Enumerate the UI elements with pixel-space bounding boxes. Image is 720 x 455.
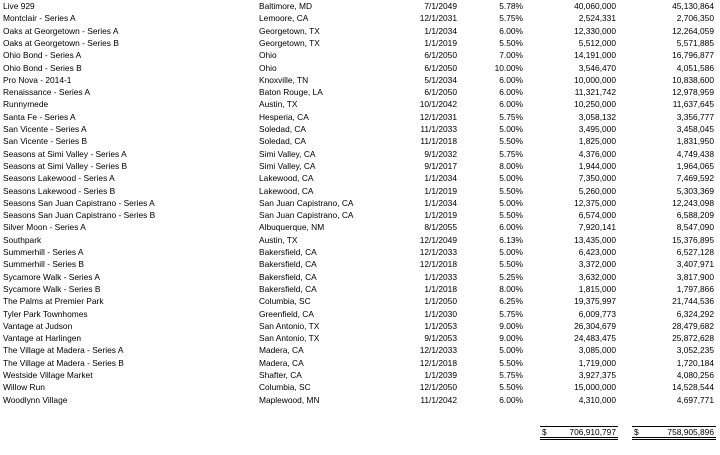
- row-name-cell: Silver Moon - Series A: [3, 222, 86, 233]
- row-current-value-cell: 15,376,895: [672, 234, 714, 245]
- row-name-cell: Santa Fe - Series A: [3, 111, 76, 122]
- table-row: [0, 197, 720, 209]
- row-name-cell: Seasons Lakewood - Series A: [3, 173, 115, 184]
- row-maturity-cell: 1/1/2034: [424, 25, 457, 36]
- row-name-cell: The Village at Madera - Series A: [3, 345, 124, 356]
- row-location-cell: Bakersfield, CA: [259, 283, 317, 294]
- row-rate-cell: 6.25%: [499, 296, 523, 307]
- row-current-value-cell: 6,324,292: [676, 308, 714, 319]
- row-current-value-cell: 25,872,628: [672, 333, 714, 344]
- row-maturity-cell: 5/1/2034: [424, 74, 457, 85]
- row-name-cell: Seasons San Juan Capistrano - Series A: [3, 197, 155, 208]
- row-location-cell: San Antonio, TX: [259, 320, 320, 331]
- row-original-amount-cell: 1,719,000: [578, 357, 616, 368]
- row-original-amount-cell: 3,546,470: [578, 62, 616, 73]
- row-current-value-cell: 3,052,235: [676, 345, 714, 356]
- row-original-amount-cell: 3,632,000: [578, 271, 616, 282]
- row-current-value-cell: 8,547,090: [676, 222, 714, 233]
- row-location-cell: San Juan Capistrano, CA: [259, 197, 354, 208]
- row-name-cell: Live 929: [3, 1, 35, 11]
- row-original-amount-cell: 6,009,773: [578, 308, 616, 319]
- row-original-amount-cell: 7,350,000: [578, 173, 616, 184]
- row-location-cell: Bakersfield, CA: [259, 271, 317, 282]
- row-current-value-cell: 3,817,900: [676, 271, 714, 282]
- row-current-value-cell: 12,264,059: [672, 25, 714, 36]
- row-maturity-cell: 1/1/2039: [424, 370, 457, 380]
- row-rate-cell: 8.00%: [499, 283, 523, 294]
- row-original-amount-cell: 12,330,000: [574, 25, 616, 36]
- table-row: [0, 148, 720, 160]
- table-row: [0, 258, 720, 270]
- row-original-amount-cell: 3,372,000: [578, 259, 616, 270]
- row-rate-cell: 5.00%: [499, 247, 523, 257]
- row-original-amount-cell: 4,376,000: [578, 148, 616, 159]
- table-row: [0, 246, 720, 258]
- row-current-value-cell: 14,528,544: [672, 382, 714, 393]
- table-row: [0, 394, 720, 406]
- row-location-cell: Knoxville, TN: [259, 74, 309, 85]
- row-maturity-cell: 9/1/2032: [424, 148, 457, 159]
- row-location-cell: San Antonio, TX: [259, 333, 320, 344]
- row-original-amount-cell: 24,483,475: [574, 333, 616, 344]
- row-name-cell: Woodlynn Village: [3, 394, 68, 405]
- table-row: [0, 74, 720, 86]
- row-location-cell: Austin, TX: [259, 234, 298, 245]
- row-rate-cell: 9.00%: [499, 333, 523, 344]
- row-current-value-cell: 4,051,586: [676, 62, 714, 73]
- row-rate-cell: 6.00%: [499, 25, 523, 36]
- row-original-amount-cell: 15,000,000: [574, 382, 616, 393]
- row-rate-cell: 5.00%: [499, 345, 523, 356]
- row-name-cell: Seasons Lakewood - Series B: [3, 185, 116, 196]
- row-location-cell: Lakewood, CA: [259, 185, 314, 196]
- row-maturity-cell: 12/1/2018: [419, 357, 457, 368]
- row-rate-cell: 6.00%: [499, 222, 523, 233]
- row-name-cell: Seasons at Simi Valley - Series B: [3, 160, 128, 171]
- row-maturity-cell: 1/1/2019: [424, 185, 457, 196]
- row-rate-cell: 5.50%: [499, 37, 523, 48]
- row-original-amount-cell: 5,512,000: [578, 37, 616, 48]
- row-rate-cell: 6.00%: [499, 99, 523, 110]
- row-rate-cell: 5.50%: [499, 357, 523, 368]
- row-rate-cell: 5.75%: [499, 308, 523, 319]
- row-maturity-cell: 11/1/2042: [420, 394, 457, 405]
- row-maturity-cell: 1/1/2053: [424, 320, 457, 331]
- table-row: [0, 344, 720, 356]
- table-row: [0, 320, 720, 332]
- row-original-amount-cell: 12,375,000: [574, 197, 616, 208]
- row-maturity-cell: 12/1/2018: [419, 259, 457, 270]
- row-maturity-cell: 12/1/2050: [419, 382, 457, 393]
- row-location-cell: San Juan Capistrano, CA: [259, 210, 354, 221]
- row-maturity-cell: 11/1/2033: [420, 124, 457, 134]
- table-row: [0, 160, 720, 172]
- row-rate-cell: 6.00%: [499, 74, 523, 85]
- row-rate-cell: 5.50%: [499, 136, 523, 147]
- row-current-value-cell: 4,080,256: [676, 370, 714, 380]
- row-name-cell: Seasons San Juan Capistrano - Series B: [3, 210, 156, 221]
- row-rate-cell: 6.13%: [499, 234, 523, 245]
- row-original-amount-cell: 40,060,000: [574, 1, 616, 11]
- row-name-cell: San Vicente - Series A: [3, 124, 87, 134]
- row-original-amount-cell: 3,927,375: [578, 370, 616, 380]
- row-original-amount-cell: 2,524,331: [578, 13, 616, 24]
- row-location-cell: Lemoore, CA: [259, 13, 309, 24]
- row-name-cell: Renaissance - Series A: [3, 87, 91, 98]
- row-maturity-cell: 1/1/2019: [424, 37, 457, 48]
- row-rate-cell: 5.50%: [499, 259, 523, 270]
- table-row: [0, 381, 720, 393]
- row-current-value-cell: 4,749,438: [676, 148, 714, 159]
- table-row: [0, 234, 720, 246]
- total-current-cell: [632, 426, 716, 440]
- row-location-cell: Austin, TX: [259, 99, 298, 110]
- table-row: [0, 369, 720, 381]
- total-original-currency: $: [542, 427, 547, 437]
- row-rate-cell: 5.00%: [499, 173, 523, 184]
- row-current-value-cell: 28,479,682: [672, 320, 714, 331]
- table-row: [0, 37, 720, 49]
- table-row: [0, 308, 720, 320]
- row-current-value-cell: 10,838,600: [672, 74, 714, 85]
- row-original-amount-cell: 11,321,742: [574, 87, 616, 98]
- row-rate-cell: 7.00%: [499, 50, 523, 61]
- row-name-cell: Southpark: [3, 234, 42, 245]
- row-maturity-cell: 7/1/2049: [424, 1, 457, 11]
- row-current-value-cell: 6,588,209: [676, 210, 714, 221]
- row-original-amount-cell: 3,058,132: [578, 111, 616, 122]
- row-original-amount-cell: 6,574,000: [578, 210, 616, 221]
- row-rate-cell: 5.50%: [499, 382, 523, 393]
- row-current-value-cell: 16,796,877: [672, 50, 714, 61]
- row-name-cell: The Palms at Premier Park: [3, 296, 104, 307]
- table-row: [0, 86, 720, 98]
- row-name-cell: Seasons at Simi Valley - Series A: [3, 148, 127, 159]
- row-maturity-cell: 9/1/2053: [424, 333, 457, 344]
- row-name-cell: Sycamore Walk - Series A: [3, 271, 100, 282]
- row-rate-cell: 9.00%: [499, 320, 523, 331]
- row-rate-cell: 5.75%: [499, 111, 523, 122]
- total-current-currency: $: [634, 427, 639, 437]
- row-location-cell: Soledad, CA: [259, 124, 307, 134]
- row-name-cell: San Vicente - Series B: [3, 136, 88, 147]
- row-rate-cell: 5.75%: [499, 13, 523, 24]
- row-maturity-cell: 8/1/2055: [424, 222, 457, 233]
- row-maturity-cell: 1/1/2034: [424, 173, 457, 184]
- table-row: [0, 271, 720, 283]
- row-location-cell: Bakersfield, CA: [259, 247, 317, 257]
- row-location-cell: Ohio: [259, 50, 277, 61]
- row-maturity-cell: 6/1/2050: [424, 87, 457, 98]
- row-maturity-cell: 1/1/2030: [424, 308, 457, 319]
- row-maturity-cell: 9/1/2017: [424, 160, 457, 171]
- row-name-cell: Ohio Bond - Series B: [3, 62, 82, 73]
- row-location-cell: Georgetown, TX: [259, 25, 320, 36]
- row-current-value-cell: 3,458,045: [676, 124, 714, 134]
- table-row: [0, 135, 720, 147]
- row-name-cell: Runnymede: [3, 99, 49, 110]
- row-name-cell: Oaks at Georgetown - Series A: [3, 25, 119, 36]
- total-original-cell: [540, 426, 618, 440]
- row-original-amount-cell: 1,825,000: [578, 136, 616, 147]
- table-row: [0, 185, 720, 197]
- row-rate-cell: 6.00%: [499, 87, 523, 98]
- row-current-value-cell: 3,356,777: [676, 111, 714, 122]
- row-location-cell: Lakewood, CA: [259, 173, 314, 184]
- row-maturity-cell: 12/1/2049: [419, 234, 457, 245]
- row-original-amount-cell: 10,250,000: [574, 99, 616, 110]
- row-maturity-cell: 1/1/2033: [424, 271, 457, 282]
- row-original-amount-cell: 1,815,000: [578, 283, 616, 294]
- row-location-cell: Simi Valley, CA: [259, 148, 316, 159]
- row-rate-cell: 6.00%: [499, 394, 523, 405]
- row-location-cell: Albuquerque, NM: [259, 222, 325, 233]
- row-maturity-cell: 12/1/2033: [419, 345, 457, 356]
- row-original-amount-cell: 3,085,000: [578, 345, 616, 356]
- row-location-cell: Columbia, SC: [259, 382, 311, 393]
- row-name-cell: Westside Village Market: [3, 370, 93, 380]
- row-name-cell: Tyler Park Townhomes: [3, 308, 88, 319]
- table-row: [0, 62, 720, 74]
- row-current-value-cell: 45,130,864: [672, 1, 714, 11]
- table-row: [0, 357, 720, 369]
- total-original-value: 706,910,797: [569, 427, 616, 437]
- row-current-value-cell: 12,243,098: [672, 197, 714, 208]
- row-maturity-cell: 11/1/2018: [420, 136, 457, 147]
- row-current-value-cell: 21,744,536: [672, 296, 714, 307]
- row-location-cell: Hesperia, CA: [259, 111, 309, 122]
- row-original-amount-cell: 14,191,000: [574, 50, 616, 61]
- row-maturity-cell: 12/1/2033: [419, 247, 457, 257]
- table-row: [0, 332, 720, 344]
- row-maturity-cell: 1/1/2034: [424, 197, 457, 208]
- row-rate-cell: 5.25%: [499, 271, 523, 282]
- row-name-cell: Sycamore Walk - Series B: [3, 283, 101, 294]
- row-name-cell: Willow Run: [3, 382, 45, 393]
- row-name-cell: Vantage at Judson: [3, 320, 73, 331]
- row-current-value-cell: 2,706,350: [676, 13, 714, 24]
- table-row: [0, 98, 720, 110]
- table-row: [0, 12, 720, 24]
- row-current-value-cell: 5,571,885: [676, 37, 714, 48]
- table-row: [0, 172, 720, 184]
- totals-row: [0, 426, 720, 438]
- row-maturity-cell: 12/1/2031: [419, 13, 457, 24]
- table-row: [0, 49, 720, 61]
- row-maturity-cell: 10/1/2042: [419, 99, 457, 110]
- row-rate-cell: 5.50%: [499, 210, 523, 221]
- row-location-cell: Bakersfield, CA: [259, 259, 317, 270]
- row-location-cell: Ohio: [259, 62, 277, 73]
- row-rate-cell: 8.00%: [499, 160, 523, 171]
- table-row: [0, 283, 720, 295]
- row-current-value-cell: 11,637,645: [672, 99, 714, 110]
- row-original-amount-cell: 7,920,141: [578, 222, 616, 233]
- row-location-cell: Madera, CA: [259, 357, 304, 368]
- row-maturity-cell: 1/1/2018: [424, 283, 457, 294]
- row-rate-cell: 5.00%: [499, 197, 523, 208]
- table-row: [0, 209, 720, 221]
- row-original-amount-cell: 19,375,997: [574, 296, 616, 307]
- row-current-value-cell: 1,797,866: [676, 283, 714, 294]
- row-location-cell: Baltimore, MD: [259, 1, 313, 11]
- total-current-value: 758,905,896: [667, 427, 714, 437]
- table-row: [0, 295, 720, 307]
- row-rate-cell: 5.75%: [499, 370, 523, 380]
- row-name-cell: Vantage at Harlingen: [3, 333, 82, 344]
- row-rate-cell: 10.00%: [494, 62, 523, 73]
- row-rate-cell: 5.00%: [499, 124, 523, 134]
- row-rate-cell: 5.50%: [499, 185, 523, 196]
- row-rate-cell: 5.78%: [499, 1, 523, 11]
- table-row: [0, 221, 720, 233]
- row-original-amount-cell: 26,304,679: [574, 320, 616, 331]
- row-maturity-cell: 6/1/2050: [424, 50, 457, 61]
- row-original-amount-cell: 5,260,000: [578, 185, 616, 196]
- row-location-cell: Shafter, CA: [259, 370, 302, 380]
- row-maturity-cell: 1/1/2050: [424, 296, 457, 307]
- row-original-amount-cell: 4,310,000: [578, 394, 616, 405]
- row-location-cell: Greenfield, CA: [259, 308, 314, 319]
- table-row: [0, 0, 720, 12]
- row-current-value-cell: 6,527,128: [676, 247, 714, 257]
- row-name-cell: Pro Nova - 2014-1: [3, 74, 72, 85]
- row-original-amount-cell: 13,435,000: [574, 234, 616, 245]
- row-location-cell: Soledad, CA: [259, 136, 307, 147]
- row-location-cell: Columbia, SC: [259, 296, 311, 307]
- row-original-amount-cell: 10,000,000: [574, 74, 616, 85]
- row-current-value-cell: 7,469,592: [676, 173, 714, 184]
- row-current-value-cell: 12,978,959: [672, 87, 714, 98]
- row-current-value-cell: 3,407,971: [676, 259, 714, 270]
- row-name-cell: Summerhill - Series B: [3, 259, 84, 270]
- row-name-cell: Summerhill - Series A: [3, 247, 84, 257]
- row-current-value-cell: 4,697,771: [676, 394, 714, 405]
- row-original-amount-cell: 3,495,000: [578, 124, 616, 134]
- row-original-amount-cell: 6,423,000: [578, 247, 616, 257]
- row-location-cell: Simi Valley, CA: [259, 160, 316, 171]
- row-location-cell: Baton Rouge, LA: [259, 87, 323, 98]
- row-maturity-cell: 12/1/2031: [419, 111, 457, 122]
- row-location-cell: Madera, CA: [259, 345, 304, 356]
- row-name-cell: The Village at Madera - Series B: [3, 357, 124, 368]
- row-current-value-cell: 5,303,369: [676, 185, 714, 196]
- row-current-value-cell: 1,831,950: [676, 136, 714, 147]
- row-maturity-cell: 1/1/2019: [424, 210, 457, 221]
- row-name-cell: Oaks at Georgetown - Series B: [3, 37, 119, 48]
- row-name-cell: Montclair - Series A: [3, 13, 76, 24]
- table-row: [0, 25, 720, 37]
- row-rate-cell: 5.75%: [499, 148, 523, 159]
- row-current-value-cell: 1,964,065: [676, 160, 714, 171]
- table-row: [0, 111, 720, 123]
- row-maturity-cell: 6/1/2050: [424, 62, 457, 73]
- row-location-cell: Maplewood, MN: [259, 394, 320, 405]
- table-row: [0, 123, 720, 135]
- row-original-amount-cell: 1,944,000: [578, 160, 616, 171]
- row-name-cell: Ohio Bond - Series A: [3, 50, 82, 61]
- row-location-cell: Georgetown, TX: [259, 37, 320, 48]
- row-current-value-cell: 1,720,184: [676, 357, 714, 368]
